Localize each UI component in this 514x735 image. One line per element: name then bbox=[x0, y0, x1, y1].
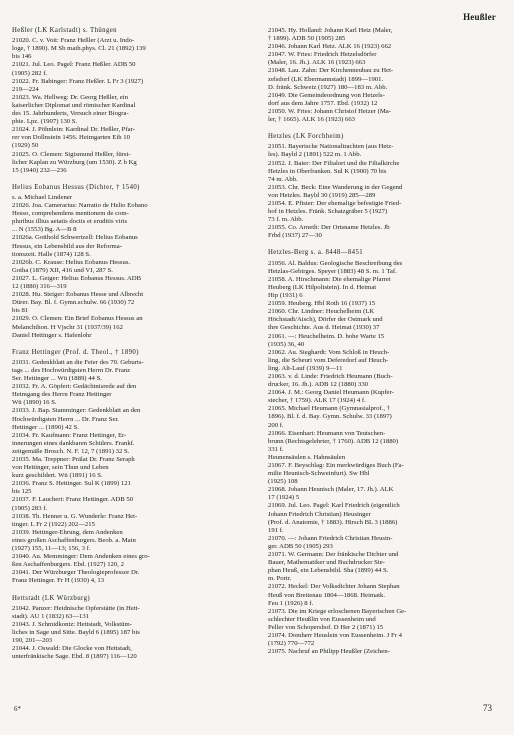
bibliography-entry-line: 21060. Chr. Lindner: Heuchelheim (LK bbox=[268, 308, 375, 316]
bibliography-entry-line: Dürer. Bay. Bl. f. Gymn.schulw. 66 (1930) 72 bbox=[12, 299, 135, 307]
bibliography-entry-line: 21026a. Gotthold Schwertzell: Helius Eobanus bbox=[12, 234, 138, 242]
bibliography-entry-line: Ser. Hettinger ... Wü (1889) 44 S. bbox=[12, 375, 102, 383]
bibliography-entry-line: Feu 1 (1926) 8 f. bbox=[268, 599, 314, 607]
right-column bbox=[268, 27, 498, 656]
bibliography-entry-line: D. fränk. Schweiz (1927) 180—183 m. Abb. bbox=[268, 83, 388, 91]
bibliography-entry-line: schlechter Heußlin von Eussenheim und bbox=[268, 615, 376, 623]
bibliography-entry-line: bis 146 bbox=[12, 53, 32, 61]
bibliography-entry-line: Hochwürdigsten Herrn ... Dr. Franz Ser. bbox=[12, 415, 119, 423]
bibliography-entry-line: Johann Friedrich Christian) Heusinger bbox=[268, 510, 371, 518]
bibliography-entry-line: pluribus illius aetatis doctis et eruditis viris bbox=[12, 218, 128, 226]
bibliography-entry-line: 219—224 bbox=[12, 85, 39, 93]
running-head: Heußler bbox=[463, 12, 496, 22]
bibliography-entry-line: 21075. Nachruf an Philipp Heußler (Zeichen- bbox=[268, 648, 390, 656]
bibliography-entry-line: (1935) 36, 40 bbox=[268, 340, 305, 348]
bibliography-entry-line: phie. Lpz. (1907) 130 S. bbox=[12, 118, 78, 126]
bibliography-entry-line: 21059. Heuberg. Hbl Roth 16 (1937) 15 bbox=[268, 300, 376, 308]
bibliography-entry-line: ling, die Scheuri vom Deferedorf auf Heuch- bbox=[268, 356, 389, 364]
bibliography-entry-line: 21062. Au. Sieghardt: Vom Schloß in Heuch- bbox=[268, 348, 390, 356]
section-heading: Hetzles-Berg s. a. 8448—8451 bbox=[268, 249, 364, 257]
bibliography-entry-line: Wü (1890) 16 S. bbox=[12, 399, 57, 407]
bibliography-entry-line: (Maler, 16. Jh.). ALK 16 (1923) 663 bbox=[268, 59, 366, 67]
bibliography-entry-line: 21040. Au. Memminger: Dem Andenken eines gro- bbox=[12, 553, 150, 561]
bibliography-entry-line: 21022. Fr. Babinger: Franz Heßler. L Fr 3 (1927) bbox=[12, 77, 144, 85]
bibliography-entry-line: von Hetzles. Bayld 30 (1919) 285—289 bbox=[268, 191, 376, 199]
bibliography-entry-line: Daniel Hettinger s. Hafenlohr bbox=[12, 331, 92, 339]
bibliography-entry-line: 15 (1940) 232—236 bbox=[12, 166, 67, 174]
bibliography-entry-line: 21026. Joa. Camerarius: Narratio de Helio Eobano bbox=[12, 202, 148, 210]
bibliography-entry-line: 17 (1924) 5 bbox=[268, 494, 300, 502]
bibliography-entry-line: Hetzlas-Gebirges. Speyer (1883) 48 S. m. 1 Taf. bbox=[268, 267, 397, 275]
section-heading: Heßler (LK Karlstadt) s. Thüngen bbox=[12, 27, 117, 34]
bibliography-entry-line: tinger. L Fr 2 (1922) 202—215 bbox=[12, 520, 95, 528]
bibliography-entry-line: rer von Dollnstein 1456. Heimgarten Eih 10 bbox=[12, 134, 130, 142]
bibliography-entry-line: 331 f. bbox=[268, 445, 284, 453]
bibliography-entry-line: Bauer, Mathematiker und Buchdrucker Ste- bbox=[268, 559, 385, 567]
section-heading: Helius Eobanus Hessus (Dichter, † 1540) bbox=[12, 183, 140, 191]
bibliography-entry-line: brunn (Rechtsgelehrter, † 1760). ADB 12 (1880) bbox=[268, 437, 399, 445]
bibliography-entry-line: 21025. O. Clemen: Sigismund Heßler, fürst- bbox=[12, 150, 131, 158]
bibliography-entry-line: 21039. Hettinger-Ehrung, dem Andenken bbox=[12, 528, 123, 536]
bibliography-entry-line: Melanchthon. H Vjschr 31 (1937/39) 162 bbox=[12, 323, 123, 331]
bibliography-entry-line: zeitgemäße Brosch. N. F. 12, 7 (1891) 32 S. bbox=[12, 447, 130, 455]
bibliography-entry-line: Hesso, comprehendens mentionem de com- bbox=[12, 210, 129, 218]
bibliography-entry-line: kaiserlicher Diplomat und römischer Kardinal bbox=[12, 101, 136, 109]
bibliography-entry-line: 21041. Der Würzburger Theologieprofessor Dr. bbox=[12, 569, 140, 577]
bibliography-entry-line: (1927) 155, 11—13; 156, 3 f. bbox=[12, 545, 91, 553]
bibliography-entry-line: 73 f. m. Abb. bbox=[268, 216, 304, 224]
bibliography-entry-line: 21043. J. Schmidkontz: Hettstadt, Volkstüm- bbox=[12, 620, 132, 628]
bibliography-entry-line: 21047. W. Fries: Friedrich Hetzelsdörfer bbox=[268, 51, 377, 59]
bibliography-entry-line: Heuberg (LK Hilpoltstein). In d. Heimat bbox=[268, 283, 377, 291]
bibliography-entry-line: 21028. Hu. Steiger: Eobanus Hesse und Albrecht bbox=[12, 291, 144, 299]
bibliography-entry-line: des 15. Jahrhunderts, Versuch einer Biogra- bbox=[12, 110, 129, 118]
bibliography-entry-line: von Hettinger, sein Thun und Leben bbox=[12, 464, 109, 472]
bibliography-entry-line: 21071. W. Germann: Der fränkische Dichter und bbox=[268, 551, 399, 559]
bibliography-entry-line: Hip (1931) 6 bbox=[268, 292, 303, 300]
bibliography-entry-line: eines großen Aschaffenburgers. Beob. a. Main bbox=[12, 536, 136, 544]
bibliography-entry-line: † 1899). ADB 50 (1905) 285 bbox=[268, 35, 346, 43]
bibliography-entry-line: Franz Hettinger. Fr H (1930) 4, 13 bbox=[12, 577, 105, 585]
bibliography-entry-line: Gotha (1879) XII, 416 und VI, 287 S. bbox=[12, 266, 113, 274]
bibliography-entry-line: milie Heunisch-Schweinfurt). Sw Hbl bbox=[268, 470, 370, 478]
bibliography-entry-line: 21031. Gedenkblatt an die Feier des 70. Geburts- bbox=[12, 358, 144, 366]
bibliography-entry-line: 21029. O. Clemen: Ein Brief Eobanus Hessus an bbox=[12, 315, 143, 323]
bibliography-entry-line: 21073. Die im Kriege erloschenen Bayerischen Ge- bbox=[268, 607, 407, 615]
bibliography-entry-line: Heuß von Breitenau 1804—1868. Heimatk. bbox=[268, 591, 386, 599]
bibliography-entry-line: Hetzles in Oberfranken. Sul K (1900) 70 bis bbox=[268, 167, 387, 175]
bibliography-entry-line: 21052. J. Baier: Der Filialort und die Filialkirche bbox=[268, 159, 400, 167]
bibliography-entry-line: (1905) 282 f. bbox=[12, 69, 48, 77]
bibliography-entry-line: ler, † 1665). ALK 16 (1923) 663 bbox=[268, 116, 356, 124]
bibliography-entry-line: 21048. Lau. Zahn: Der Kirchenneubau zu Het- bbox=[268, 67, 394, 75]
bibliography-entry-line: (1929) 50 bbox=[12, 142, 39, 150]
bibliography-entry-line: ... N (1553) Bg. A—B 8 bbox=[12, 226, 77, 234]
bibliography-entry-line: ßen Aschaffenburgers. Ebd. (1927) 120, 2 bbox=[12, 561, 124, 569]
bibliography-entry-line: (1905) 283 f. bbox=[12, 504, 48, 512]
bibliography-entry-line: 200 f. bbox=[268, 421, 284, 429]
bibliography-entry-line: Hessus, ein Lebensbild aus der Reforma- bbox=[12, 242, 122, 250]
bibliography-entry-line: 190, 201—203 bbox=[12, 637, 53, 645]
bibliography-entry-line: innerungen eines dankbaren Schülers. Frankf. bbox=[12, 439, 135, 447]
bibliography-entry-line: 21042. Panzer: Heidnische Opferstätte (in Hett- bbox=[12, 604, 140, 612]
bibliography-entry-line: 21067. F. Beyschlag: Ein merkwürdiges Buch (Fa- bbox=[268, 462, 404, 469]
bibliography-entry-line: zelsdorf (LK Ebermannstadt) 1899—1901. bbox=[268, 75, 384, 83]
bibliography-entry-line: 21056. Al. Baldus: Geologische Beschreibung des bbox=[268, 259, 403, 267]
bibliography-entry-line: tags ... des Hochwürdigsten Herrn Dr. Franz bbox=[12, 366, 131, 374]
bibliography-entry-line: drucker, 16. Jh.). ADB 12 (1880) 330 bbox=[268, 381, 369, 389]
section-heading: Hettstadt (LK Würzburg) bbox=[12, 594, 91, 602]
bibliography-entry-line: 21038. Th. Henner u. G. Wunderle: Franz Het- bbox=[12, 512, 138, 520]
bibliography-entry-line: 21064. J. M.: Georg Daniel Heumann (Kupfer- bbox=[268, 389, 394, 397]
bibliography-entry-line: kurz geschildert. Wü (1891) 16 S. bbox=[12, 472, 103, 480]
bibliography-entry-line: ihre Geschichte. Aus d. Heimat (1930) 37 bbox=[268, 324, 380, 332]
left-column bbox=[12, 27, 242, 661]
bibliography-entry-line: (1792) 770—772 bbox=[268, 640, 315, 648]
bibliography-entry-line: 21024. J. Pöhnlein: Kardinal Dr. Heßler, Pfar- bbox=[12, 126, 135, 134]
bibliography-entry-line: 21074. Domherr Heuslein von Eussenheim. J Fr 4 bbox=[268, 631, 402, 639]
bibliography-entry-line: Heunensäulen s. Hahnsäulen bbox=[268, 453, 346, 461]
bibliography-entry-line: stadt). AU 1 (1832) 63—131 bbox=[12, 612, 90, 620]
bibliography-entry-line: m. Portr. bbox=[268, 575, 292, 583]
bibliography-entry-line: Hettinger ... (1890) 42 S. bbox=[12, 423, 79, 431]
bibliography-entry-line: liches in Sage und Sitte. Bayld 6 (1895) 187 bis bbox=[12, 629, 140, 636]
bibliography-entry-line: phan Heuß, ein Lebensbild. Sha (1899) 44 S. bbox=[268, 567, 389, 575]
bibliography-entry-line: 1896). Bl. f. d. Bay. Gymn. Schulw. 33 (1897) bbox=[268, 413, 392, 421]
bibliography-entry-line: 21051. Bayerische Nationaltrachten (aus Hetz- bbox=[268, 143, 394, 151]
bibliography-entry-line: 21045. Hy. Holland: Johann Karl Hetz (Maler, bbox=[268, 27, 393, 34]
signature-mark: 6* bbox=[14, 705, 21, 713]
bibliography-entry-line: Frbd (1937) 27—30 bbox=[268, 232, 322, 240]
bibliography-entry-line: 21032. Fr. A. Göpfert: Gedächtnisrede auf den bbox=[12, 383, 137, 391]
bibliography-entry-line: Heimgang des Herrn Franz Hettinger bbox=[12, 391, 112, 399]
bibliography-entry-line: 21058. A. Hirschmann: Die ehemalige Pfarrei bbox=[268, 275, 391, 283]
section-heading: Hetzles (LK Forchheim) bbox=[268, 133, 344, 141]
bibliography-entry-line: 21026b. C. Krause: Helius Eobanus Hessus. bbox=[12, 258, 131, 266]
bibliography-entry-line: unterfränkische Sage. Ebd. 8 (1897) 116—120 bbox=[12, 653, 137, 661]
bibliography-entry-line: 21070. —: Johann Friedrich Christian Heusin- bbox=[268, 534, 393, 542]
bibliography-entry-line: ling. Alt-Lauf (1939) 9—11 bbox=[268, 364, 343, 372]
bibliography-entry-line: 21044. J. Oswald: Die Glocke von Hettstadt, bbox=[12, 645, 132, 653]
bibliography-entry-line: 21037. F. Lauchert: Franz Hettinger. ADB 50 bbox=[12, 496, 134, 504]
bibliography-entry-line: 12 (1880) 316—319 bbox=[12, 283, 67, 291]
bibliography-entry-line: 21027. L. Geiger: Helius Eobanus Hessus. ADB bbox=[12, 274, 142, 282]
bibliography-entry-line: 21068. Johann Heunisch (Maler, 17. Jh.). ALK bbox=[268, 486, 394, 494]
bibliography-entry-line: les). Bayld 2 (1891) 522 m. 1 Abb. bbox=[268, 151, 362, 159]
bibliography-entry-line: 74 m. Abb. bbox=[268, 175, 298, 183]
bibliography-entry-line: 21049. Die Gemeindeordnung von Hetzels- bbox=[268, 91, 385, 99]
bibliography-entry-line: Höchstadt/Aisch), Dörfer der Ostmark und bbox=[268, 316, 383, 324]
bibliography-entry-line: 21046. Johann Karl Hetz. ALK 16 (1923) 662 bbox=[268, 43, 392, 51]
bibliography-entry-line: ger. ADB 50 (1905) 293 bbox=[268, 542, 333, 550]
bibliography-entry-line: 21054. E. Pfister: Der ehemalige befestigte Fried- bbox=[268, 199, 402, 207]
bibliography-entry-line: bis 81 bbox=[12, 307, 29, 315]
bibliography-entry-line: (1925) 108 bbox=[268, 478, 298, 486]
bibliography-entry-line: loge, † 1890). M Sb math.phys. Cl. 21 (1892) 139 bbox=[12, 45, 146, 53]
bibliography-entry-line: 21066. Eisenhart: Heumann von Teutschen- bbox=[268, 429, 386, 437]
bibliography-entry-line: 21063. v. d. Linde: Friedrich Heumann (Buch- bbox=[268, 372, 393, 380]
bibliography-entry-line: 191 f. bbox=[268, 526, 284, 534]
bibliography-entry-line: 21035. Ma. Treppner: Prälat Dr. Franz Seraph bbox=[12, 456, 135, 464]
bibliography-entry-line: licher Kaplan zu Würzburg (um 1530). Z b Kg bbox=[12, 158, 137, 166]
bibliography-entry-line: hof in Hetzles. Fränk. Schatzgräber 5 (1927) bbox=[268, 208, 388, 216]
bibliography-entry-line: 21069. Jul. Leo. Pagel: Karl Friedrich (eigentlich bbox=[268, 502, 400, 510]
bibliography-entry-line: 21050. W. Fries: Johann Christof Hetzer (Ma- bbox=[268, 107, 391, 115]
bibliography-entry-line: 21021. Jul. Leo. Pagel: Franz Heßler. ADB 50 bbox=[12, 61, 136, 69]
bibliography-entry-line: s. a. Michael Lindener bbox=[12, 194, 72, 201]
bibliography-entry-line: (Prof. d. Anatomie, † 1883). Hirsch BL 3 (1886) bbox=[268, 518, 398, 526]
page-number: 73 bbox=[483, 703, 492, 713]
bibliography-entry-line: bis 125 bbox=[12, 488, 32, 496]
bibliography-entry-line: 21034. Fr. Kaufmann: Franz Hettinger, Er- bbox=[12, 431, 127, 439]
bibliography-entry-line: dorf aus dem Jahre 1757. Ebd. (1932) 12 bbox=[268, 99, 378, 107]
bibliography-entry-line: 21033. J. Bap. Stamminger: Gedenkblatt an den bbox=[12, 407, 141, 415]
bibliography-entry-line: 21053. Chr. Beck: Eine Wanderung in der Gegend bbox=[268, 183, 403, 191]
bibliography-entry-line: 21020. C. v. Voit: Franz Heßler (Arzt u. Indo- bbox=[12, 37, 135, 45]
bibliography-entry-line: 21023. Wa. Hellweg: Dr. Georg Heßler, ein bbox=[12, 93, 128, 101]
bibliography-entry-line: 21061. —: Heuchelheim. D. hohe Warte 15 bbox=[268, 332, 385, 340]
bibliography-entry-line: stecher, † 1759). ALK 17 (1924) 4 f. bbox=[268, 397, 366, 405]
bibliography-entry-line: 21036. Franz S. Hettinger. Sul K (1899) 121 bbox=[12, 480, 131, 488]
bibliography-entry-line: 21065. Michael Heumann (Gymnasialprof., † bbox=[268, 405, 391, 413]
bibliography-entry-line: 21055. Co. Arneth: Der Ortsname Hetzles. Jb bbox=[268, 224, 390, 232]
bibliography-entry-line: 21072. Heckel: Der Volksdichter Johann Stephan bbox=[268, 583, 400, 591]
bibliography-entry-line: Peller von Schopershof. D Her 2 (1871) 15 bbox=[268, 623, 384, 631]
section-heading: Franz Hettinger (Prof. d. Theol., † 1890) bbox=[12, 348, 139, 356]
bibliography-entry-line: tionszeit. Halle (1874) 128 S. bbox=[12, 250, 91, 258]
